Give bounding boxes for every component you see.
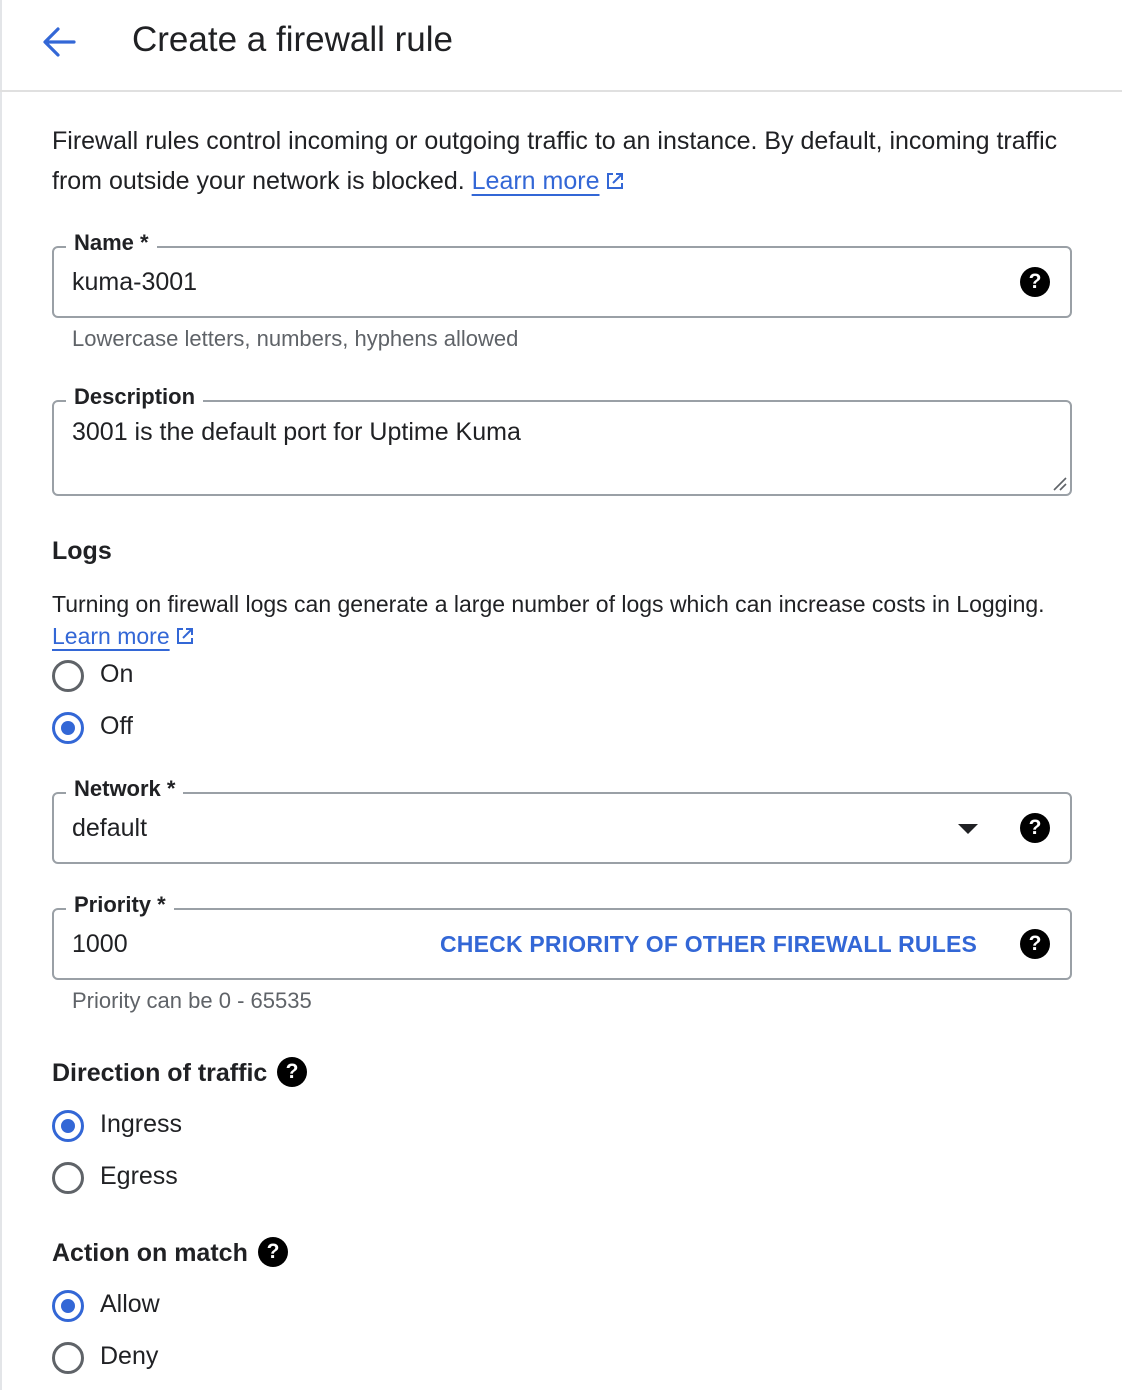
description-label: Description — [66, 384, 203, 410]
network-select[interactable] — [52, 776, 1072, 864]
radio-unchecked-icon — [52, 1162, 84, 1194]
page-title: Create a firewall rule — [132, 20, 453, 59]
name-label: Name * — [66, 230, 157, 256]
description-textarea[interactable]: 3001 is the default port for Uptime Kuma — [72, 418, 521, 446]
action-title-text: Action on match — [52, 1239, 248, 1267]
logs-radio-off-label: Off — [100, 712, 133, 740]
network-value: default — [72, 814, 148, 842]
action-radio-deny-label: Deny — [100, 1342, 159, 1370]
radio-checked-icon — [52, 712, 84, 744]
external-link-icon — [174, 625, 196, 647]
back-button[interactable] — [34, 20, 86, 64]
intro-learn-more-link[interactable]: Learn more — [471, 167, 600, 195]
priority-input[interactable]: 1000 — [72, 930, 128, 958]
page-header — [0, 0, 1122, 92]
action-title — [52, 1239, 248, 1268]
radio-checked-icon — [52, 1110, 84, 1142]
direction-title-text: Direction of traffic — [52, 1059, 268, 1087]
arrow-back-icon — [34, 20, 86, 64]
resize-handle-icon[interactable] — [1051, 475, 1067, 491]
action-radio-allow-label: Allow — [100, 1290, 160, 1318]
logs-radio-on-label: On — [100, 660, 134, 688]
radio-unchecked-icon — [52, 1342, 84, 1374]
check-priority-button[interactable]: CHECK PRIORITY OF OTHER FIREWALL RULES — [440, 931, 978, 957]
radio-unchecked-icon — [52, 660, 84, 692]
name-field[interactable] — [52, 230, 1072, 318]
direction-radio-ingress-label: Ingress — [100, 1110, 182, 1138]
direction-help-icon[interactable]: ? — [277, 1057, 307, 1087]
action-help-icon[interactable]: ? — [258, 1237, 288, 1267]
direction-radio-egress-label: Egress — [100, 1162, 178, 1190]
logs-paragraph — [52, 588, 1062, 652]
left-edge-divider — [0, 0, 2, 1390]
network-label: Network * — [66, 776, 183, 802]
intro-paragraph — [52, 121, 1062, 201]
external-link-icon — [604, 170, 626, 192]
priority-help-icon[interactable]: ? — [1020, 929, 1050, 959]
priority-label: Priority * — [66, 892, 174, 918]
logs-learn-more-link[interactable]: Learn more — [52, 623, 170, 649]
priority-field[interactable] — [52, 892, 1072, 980]
dropdown-caret-icon[interactable] — [958, 824, 978, 834]
name-hint: Lowercase letters, numbers, hyphens allowed — [72, 326, 519, 351]
priority-hint: Priority can be 0 - 65535 — [72, 988, 312, 1013]
name-input[interactable]: kuma-3001 — [72, 268, 198, 296]
description-field[interactable] — [52, 384, 1072, 496]
network-help-icon[interactable]: ? — [1020, 813, 1050, 843]
direction-title — [52, 1059, 267, 1088]
intro-text: Firewall rules control incoming or outgoing traffic to an instance. By default, incoming traffic from outside your network is blocked. — [52, 127, 1058, 195]
logs-title: Logs — [52, 537, 112, 565]
logs-text: Turning on firewall logs can generate a large number of logs which can increase costs in Logging. — [52, 591, 1045, 617]
name-help-icon[interactable]: ? — [1020, 267, 1050, 297]
radio-checked-icon — [52, 1290, 84, 1322]
